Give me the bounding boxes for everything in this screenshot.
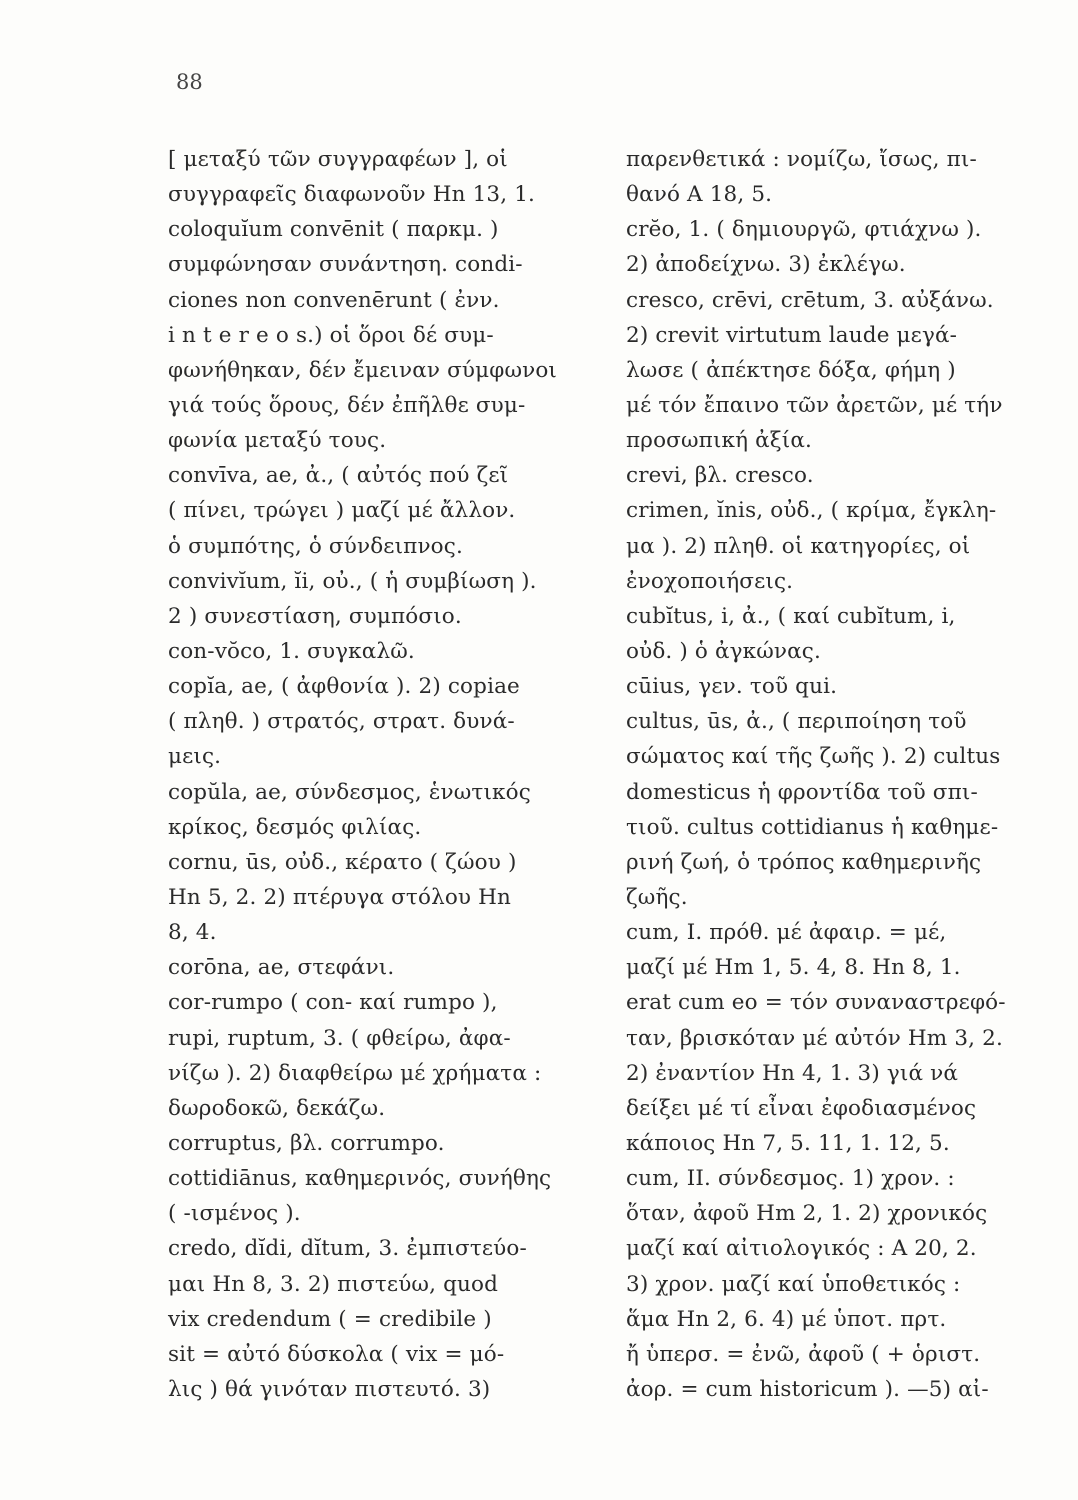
text-line: ἀορ. = cum historicum ). —5) αἰ- (626, 1376, 989, 1402)
text-line: erat cum eo = τόν συναναστρεφό- (626, 990, 1006, 1016)
text-line: ( -ισμένος ). (168, 1201, 301, 1227)
text-line: cresco, crēvi, crētum, 3. αὐξάνω. (626, 287, 994, 313)
text-line: δωροδοκῶ, δεκάζω. (168, 1095, 386, 1121)
text-line: οὐδ. ) ὁ ἀγκώνας. (626, 638, 821, 664)
text-line: ὅταν, ἀφοῦ Hm 2, 1. 2) χρονικός (626, 1201, 988, 1227)
text-line: ρινή ζωή, ὁ τρόπος καθημερινῆς (626, 849, 982, 875)
text-line: copĭa, ae, ( ἀφθονία ). 2) copiae (168, 674, 520, 700)
text-line: credo, dĭdi, dĭtum, 3. ἐμπιστεύο- (168, 1236, 527, 1262)
text-line: σώματος καί τῆς ζωῆς ). 2) cultus (626, 744, 1001, 770)
text-line: ( πληθ. ) στρατός, στρατ. δυνά- (168, 709, 515, 735)
text-line: μεις. (168, 744, 222, 770)
text-line: λις ) θά γινόταν πιστευτό. 3) (168, 1376, 491, 1402)
text-line: μα ). 2) πληθ. οἱ κατηγορίες, οἱ (626, 533, 971, 559)
page-number: 88 (176, 70, 203, 94)
text-line: cor-rumpo ( con- καί rumpo ), (168, 990, 498, 1016)
text-line: sit = αὐτό δύσκολα ( vix = μό- (168, 1341, 505, 1367)
text-line: corruptus, βλ. corrumpo. (168, 1130, 445, 1156)
text-line: ταν, βρισκόταν μέ αὐτόν Hm 3, 2. (626, 1025, 1003, 1051)
text-line: νίζω ). 2) διαφθείρω μέ χρήματα : (168, 1060, 542, 1086)
text-line: συμφώνησαν συνάντηση. condi- (168, 252, 523, 278)
text-line: λωσε ( ἀπέκτησε δόξα, φήμη ) (626, 357, 956, 383)
text-line: μέ τόν ἔπαινο τῶν ἀρετῶν, μέ τήν (626, 392, 1003, 418)
text-line: domesticus ἡ φροντίδα τοῦ σπι- (626, 779, 978, 805)
text-line: 2 ) συνεστίαση, συμπόσιο. (168, 603, 462, 629)
text-line: μαζί μέ Hm 1, 5. 4, 8. Hn 8, 1. (626, 955, 961, 981)
text-line: cottidiānus, καθημερινός, συνήθης (168, 1166, 552, 1192)
text-line: προσωπική ἀξία. (626, 428, 813, 454)
text-line: ἐνοχοποιήσεις. (626, 568, 794, 594)
text-line: copŭla, ae, σύνδεσμος, ἑνωτικός (168, 779, 531, 805)
text-line: 2) crevit virtutum laude μεγά- (626, 322, 958, 348)
text-line: ζωῆς. (626, 884, 688, 910)
text-line: [ μεταξύ τῶν συγγραφέων ], οἱ (168, 147, 508, 172)
text-line: παρενθετικά : νομίζω, ἴσως, πι- (626, 147, 977, 172)
text-line: δείξει μέ τί εἶναι ἐφοδιασμένος (626, 1095, 977, 1121)
text-line: κάποιος Hn 7, 5. 11, 1. 12, 5. (626, 1130, 950, 1156)
text-line: corōna, ae, στεφάνι. (168, 955, 395, 981)
text-line: cubĭtus, i, ἀ., ( καί cubĭtum, i, (626, 603, 956, 629)
text-line: 2) ἐναντίον Hn 4, 1. 3) γιά νά (626, 1060, 959, 1086)
text-line: i n t e r e o s.) οἱ ὅροι δέ συμ- (168, 322, 494, 348)
text-line: cum, II. σύνδεσμος. 1) χρον. : (626, 1166, 955, 1192)
text-line: φωνήθηκαν, δέν ἔμειναν σύμφωνοι (168, 357, 558, 383)
text-line: συγγραφεῖς διαφωνοῦν Hn 13, 1. (168, 182, 536, 208)
right-column (626, 142, 1056, 1407)
text-line: ciones non convenērunt ( ἐνν. (168, 287, 500, 313)
text-line: cum, I. πρόθ. μέ ἀφαιρ. = μέ, (626, 920, 947, 946)
text-line: Hn 5, 2. 2) πτέρυγα στόλου Hn (168, 884, 512, 910)
text-line: con-vŏco, 1. συγκαλῶ. (168, 638, 415, 664)
text-line: rupi, ruptum, 3. ( φθείρω, ἀφα- (168, 1025, 511, 1051)
text-line: vix credendum ( = credibile ) (168, 1306, 492, 1332)
text-line: ἅμα Hn 2, 6. 4) μέ ὑποτ. πρτ. (626, 1306, 947, 1332)
text-line: cornu, ūs, οὐδ., κέρατο ( ζώου ) (168, 849, 517, 875)
text-line: coloquĭum convēnit ( παρκμ. ) (168, 217, 499, 243)
text-line: crĕo, 1. ( δημιουργῶ, φτιάχνω ). (626, 217, 982, 243)
text-line: μαι Hn 8, 3. 2) πιστεύω, quod (168, 1271, 498, 1297)
text-line: θανό A 18, 5. (626, 182, 773, 208)
text-line: ἤ ὑπερσ. = ἐνῶ, ἀφοῦ ( + ὁριστ. (626, 1341, 981, 1367)
text-line: crevi, βλ. cresco. (626, 463, 814, 489)
text-line: ( πίνει, τρώγει ) μαζί μέ ἄλλον. (168, 498, 516, 524)
text-line: γιά τούς ὅρους, δέν ἐπῆλθε συμ- (168, 392, 526, 418)
text-line: τιοῦ. cultus cottidianus ἡ καθημε- (626, 814, 999, 840)
text-line: 8, 4. (168, 920, 217, 946)
text-line: ὁ συμπότης, ὁ σύνδειπνος. (168, 533, 463, 559)
text-line: μαζί καί αἰτιολογικός : A 20, 2. (626, 1236, 977, 1262)
text-line: cultus, ūs, ἀ., ( περιποίηση τοῦ (626, 709, 967, 735)
text-line: 2) ἀποδείχνω. 3) ἐκλέγω. (626, 252, 906, 278)
text-line: κρίκος, δεσμός φιλίας. (168, 814, 422, 840)
text-line: crimen, ĭnis, οὐδ., ( κρίμα, ἔγκλη- (626, 498, 997, 524)
text-line: φωνία μεταξύ τους. (168, 428, 387, 454)
text-line: cūius, γεν. τοῦ qui. (626, 674, 838, 700)
left-column (168, 142, 608, 1407)
text-line: 3) χρον. μαζί καί ὑποθετικός : (626, 1271, 961, 1297)
text-line: convīva, ae, ἀ., ( αὐτός πού ζεῖ (168, 463, 509, 489)
text-line: convivĭum, ĭi, οὐ., ( ἡ συμβίωση ). (168, 568, 537, 594)
